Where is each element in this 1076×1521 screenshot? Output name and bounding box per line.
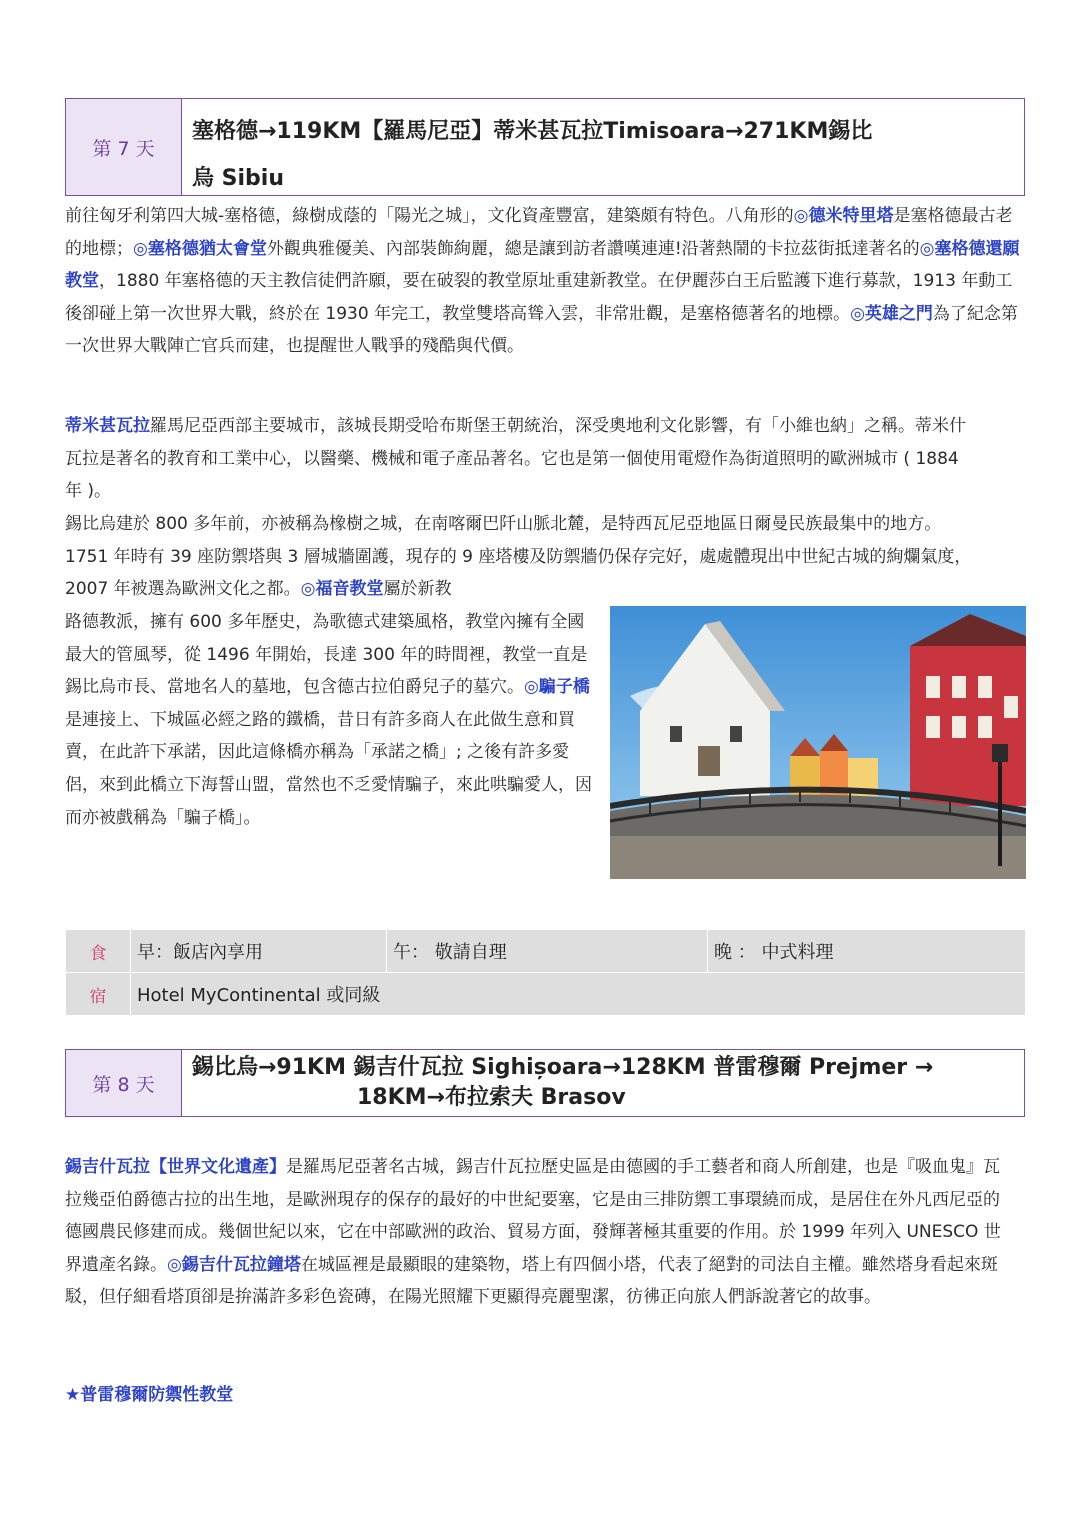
day-7-title	[182, 99, 1024, 195]
highlight-text: ◎英雄之門	[850, 303, 933, 324]
body-text: 羅馬尼亞西部主要城市，該城長期受哈布斯堡王朝統治，深受奧地利文化影響，有「小維也納」之稱。蒂米什瓦拉是著名的教育和工業中心，以醫藥、機械和電子產品著名。它也是第一個使用電燈作為街道照明的歐洲城市 ( 1884 年 )。	[65, 416, 966, 502]
meal-lodging-table	[65, 929, 1026, 1016]
highlight-text: ◎騙子橋	[524, 677, 590, 698]
highlight-text: ◎福音教堂	[300, 579, 384, 600]
highlight-text: 錫吉什瓦拉【世界文化遺產】	[65, 1157, 286, 1177]
highlight-text: 蒂米甚瓦拉	[65, 416, 150, 436]
lunch-cell: 午： 敬請自理	[387, 930, 708, 973]
day-8-header	[65, 1049, 1025, 1117]
day-7-label: 第 7 天	[66, 99, 182, 195]
day-8-title-line1: 錫比烏→91KM 錫吉什瓦拉 Sighișoara→128KM 普雷穆爾 Prejmer →	[192, 1055, 934, 1080]
dinner-cell: 晚 ： 中式料理	[708, 930, 1026, 973]
body-text: 路德教派，擁有 600 多年歷史，為歌德式建築風格，教堂內擁有全國最大的管風琴，從 1496 年開始，長達 300 年的時間裡，教堂一直是錫比烏市長、當地名人的墓地，包含德古拉伯爵兒子的墓穴。	[65, 612, 588, 698]
hotel-cell: Hotel MyContinental 或同級	[131, 973, 1026, 1016]
prejmer-heading: ★普雷穆爾防禦性教堂	[65, 1385, 234, 1405]
sibiu-bridge-illustration	[610, 606, 1026, 879]
lodging-row	[66, 973, 1026, 1016]
highlight-text: ◎塞格德還願教堂	[65, 238, 1020, 292]
day-8-title	[182, 1050, 1024, 1116]
day-8-label: 第 8 天	[66, 1050, 182, 1116]
sibiu-bridge-photo	[610, 606, 1026, 879]
highlight-text: ◎塞格德猶太會堂	[133, 238, 267, 259]
body-text: 錫比烏建於 800 多年前，亦被稱為橡樹之城，在南喀爾巴阡山脈北麓，是特西瓦尼亞地區日爾曼民族最集中的地方。1751 年時有 39 座防禦塔與 3 層城牆圍護，現存的 9 座塔樓及防禦牆仍保存完好，處處體現出中世紀古城的絢爛氣度，2007 年被選為歐洲文化之都。	[65, 514, 972, 600]
stay-key: 宿	[66, 973, 131, 1016]
body-text: 是塞格德最古老的地標；	[65, 206, 1013, 259]
meal-row	[66, 930, 1026, 973]
day-7-header	[65, 98, 1025, 196]
day-7-title-line2: 烏 Sibiu	[192, 166, 284, 191]
highlight-text: ◎錫吉什瓦拉鐘塔	[167, 1254, 301, 1275]
breakfast-cell: 早：飯店內享用	[131, 930, 387, 973]
day-7-title-line1: 塞格德→119KM【羅馬尼亞】蒂米甚瓦拉Timisoara→271KM錫比	[192, 119, 873, 144]
body-text: 前往匈牙利第四大城-塞格德，綠樹成蔭的「陽光之城」，文化資產豐富，建築頗有特色。八角形的	[65, 206, 794, 226]
day-8-title-line2: 18KM→布拉索夫 Brasov	[357, 1085, 626, 1110]
szeged-paragraph	[65, 200, 1027, 363]
sighisoara-paragraph	[65, 1151, 1005, 1314]
body-text: 為了紀念第一次世界大戰陣亡官兵而建，也提醒世人戰爭的殘酷與代價。	[65, 303, 1018, 357]
body-text: 外觀典雅優美、內部裝飾絢麗，總是讓到訪者讚嘆連連!沿著熱鬧的卡拉茲街抵達著名的	[266, 238, 920, 259]
body-text: 屬於新教	[383, 579, 452, 600]
timisoara-paragraph	[65, 410, 980, 508]
sibiu-paragraph	[65, 508, 983, 606]
food-key: 食	[66, 930, 131, 973]
body-text: 在城區裡是最顯眼的建築物，塔上有四個小塔，代表了絕對的司法自主權。雖然塔身看起來斑駁，但仔細看塔頂卻是拚滿許多彩色瓷磚，在陽光照耀下更顯得亮麗聖潔，彷彿正向旅人們訴說著它的故事。	[65, 1254, 998, 1308]
liars-bridge-paragraph	[65, 606, 593, 834]
body-text: ，1880 年塞格德的天主教信徒們許願，要在破裂的教堂原址重建新教堂。在伊麗莎白王后監護下進行募款，1913 年動工後卻碰上第一次世界大戰，終於在 1930 年完工，教堂雙塔高聳入雲，非常壯觀，是塞格德著名的地標。	[65, 271, 1013, 324]
highlight-text: ◎德米特里塔	[793, 206, 894, 226]
body-text: 是羅馬尼亞著名古城，錫吉什瓦拉歷史區是由德國的手工藝者和商人所創建，也是『吸血鬼』瓦拉幾亞伯爵德古拉的出生地，是歐洲現存的保存的最好的中世紀要塞，它是由三排防禦工事環繞而成，是居住在外凡西尼亞的德國農民修建而成。幾個世紀以來，它在中部歐洲的政治、貿易方面，發輝著極其重要的作用。於 1999 年列入 UNESCO 世界遺產名錄。	[65, 1157, 1001, 1275]
body-text: 是連接上、下城區必經之路的鐵橋，昔日有許多商人在此做生意和買賣，在此許下承諾，因此這條橋亦稱為「承諾之橋」; 之後有許多愛侶，來到此橋立下海誓山盟，當然也不乏愛情騙子，來此哄騙愛人，因而亦被戲稱為「騙子橋」。	[65, 709, 592, 828]
